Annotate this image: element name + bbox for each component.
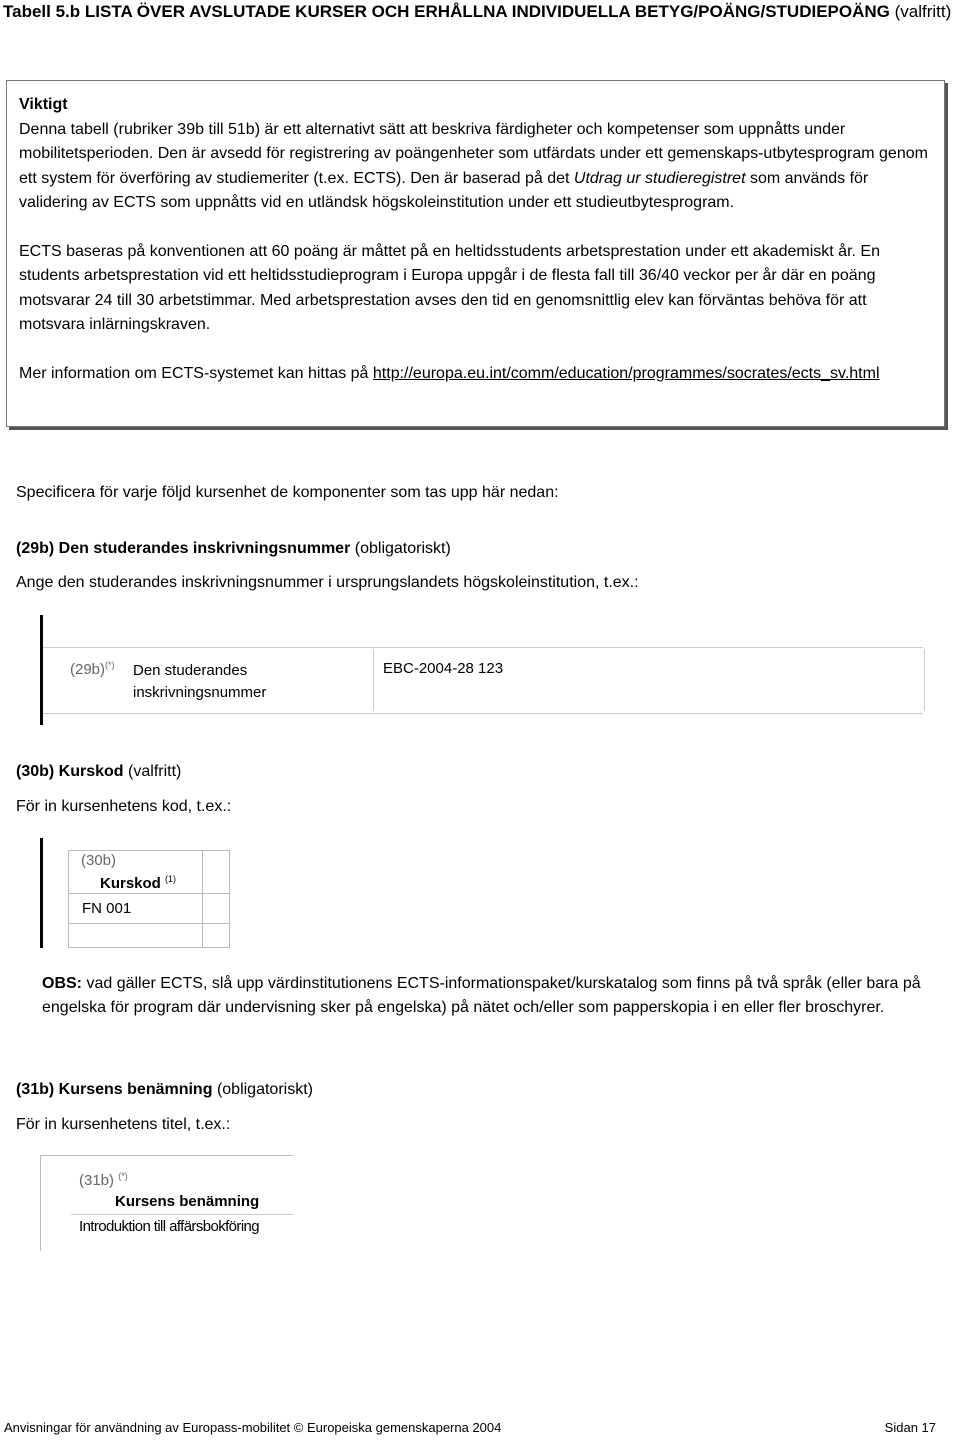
example-31b-value: Introduktion till affärsbokföring [79, 1218, 260, 1235]
section-31b-instruction: För in kursenhetens titel, t.ex.: [16, 1116, 231, 1133]
section-30b-instruction: För in kursenhetens kod, t.ex.: [16, 798, 232, 815]
page-title [3, 2, 951, 22]
example-31b-field [40, 1155, 293, 1251]
example-29b-label-line1: Den studerandes [133, 662, 248, 679]
important-notice-text [19, 93, 929, 386]
example-31b-label: Kursens benämning [115, 1193, 260, 1210]
example-29b-num-sup: (*) [105, 660, 115, 670]
example-31b-num-sup: (*) [118, 1171, 128, 1181]
specify-instruction: Specificera för varje följd kursenhet de komponenter som tas upp här nedan: [16, 484, 559, 501]
example-29b-label [133, 660, 266, 704]
ects-link[interactable]: http://europa.eu.int/comm/education/programmes/socrates/ects_sv.html [372, 364, 880, 382]
important-p3-prefix: Mer information om ECTS-systemet kan hittas på [19, 364, 373, 382]
important-notice-box [6, 80, 945, 427]
section-31b-title: (31b) Kursens benämning [16, 1081, 213, 1098]
section-31b-required: (obligatoriskt) [216, 1081, 313, 1098]
section-31b-heading [16, 1078, 313, 1102]
example-29b-label-line2: inskrivningsnummer [133, 684, 267, 701]
example-30b-label-text: Kurskod [100, 875, 161, 892]
example-30b-label-sup: (1) [165, 874, 177, 884]
example-30b-label [100, 874, 176, 892]
example-29b-number [70, 660, 115, 678]
obs-note [42, 972, 922, 1020]
obs-label: OBS: [42, 975, 82, 992]
section-29b-heading [16, 537, 451, 561]
important-paragraph-3 [19, 362, 929, 387]
important-paragraph-1 [19, 118, 929, 216]
example-30b-number: (30b) [81, 852, 117, 869]
example-29b-value-cell [373, 649, 925, 711]
title-main: Tabell 5.b LISTA ÖVER AVSLUTADE KURSER OCH ERHÅLLNA INDIVIDUELLA BETYG/POÄNG/STUDIEPOÄNG [3, 2, 890, 21]
important-paragraph-2: ECTS baseras på konventionen att 60 poäng är måttet på en heltidsstudents arbetsprestation under ett akademiskt år. En students arbetsprestation vid ett heltidsstudieprogram i Europa uppgår i de flesta fall till 36/40 veckor per år där en poäng motsvarar 24 till 30 arbetstimmar. Med arbetsprestation avses den tid en genomsnittlig elev kan förväntas behöva för att motsvara inlärningskraven. [19, 242, 880, 333]
section-29b-required: (obligatoriskt) [354, 540, 451, 557]
title-optional: (valfritt) [894, 2, 952, 21]
footer-text: Anvisningar för användning av Europass-mobilitet © Europeiska gemenskaperna 2004 [4, 1420, 502, 1435]
section-29b-title: (29b) Den studerandes inskrivningsnummer [16, 540, 351, 557]
example-30b-value: FN 001 [82, 900, 132, 917]
example-29b-value: EBC-2004-28 123 [383, 660, 504, 677]
example-31b-num-text: (31b) [79, 1172, 115, 1189]
section-30b-heading [16, 760, 181, 784]
important-heading: Viktigt [19, 96, 68, 113]
page-number: Sidan 17 [884, 1420, 936, 1435]
example-31b-number [79, 1171, 128, 1189]
section-30b-optional: (valfritt) [128, 763, 182, 780]
example-29b-field [40, 615, 923, 725]
page-footer [4, 1420, 944, 1435]
important-p1-part-b: som används för validering av ECTS som uppnåtts vid en utländsk högskoleinstitution under ett studieutbytesprogram. [19, 169, 869, 211]
obs-text: vad gäller ECTS, slå upp värdinstitutionens ECTS-informationspaket/kurskatalog som finns på två språk (eller bara på engelska för program där undervisning sker på engelska) på nätet och/eller som papperskopia i en eller fler broschyrer. [42, 975, 921, 1016]
section-29b-instruction: Ange den studerandes inskrivningsnummer i ursprungslandets högskoleinstitution, t.ex.: [16, 574, 639, 591]
important-p1-italic: Utdrag ur studieregistret [573, 169, 746, 187]
important-p1-part-a: Denna tabell (rubriker 39b till 51b) är ett alternativt sätt att beskriva färdigheter och kompetenser som uppnåtts under mobilitetsperioden. Den är avsedd för registrering av poängenheter som utfärdats under ett gemenskaps-utbytesprogram genom ett system för överföring av studiemeriter (t.ex. ECTS). Den är baserad på det [19, 120, 928, 187]
section-30b-title: (30b) Kurskod [16, 763, 124, 780]
example-30b-field [40, 838, 231, 948]
example-29b-num-text: (29b) [70, 661, 106, 678]
